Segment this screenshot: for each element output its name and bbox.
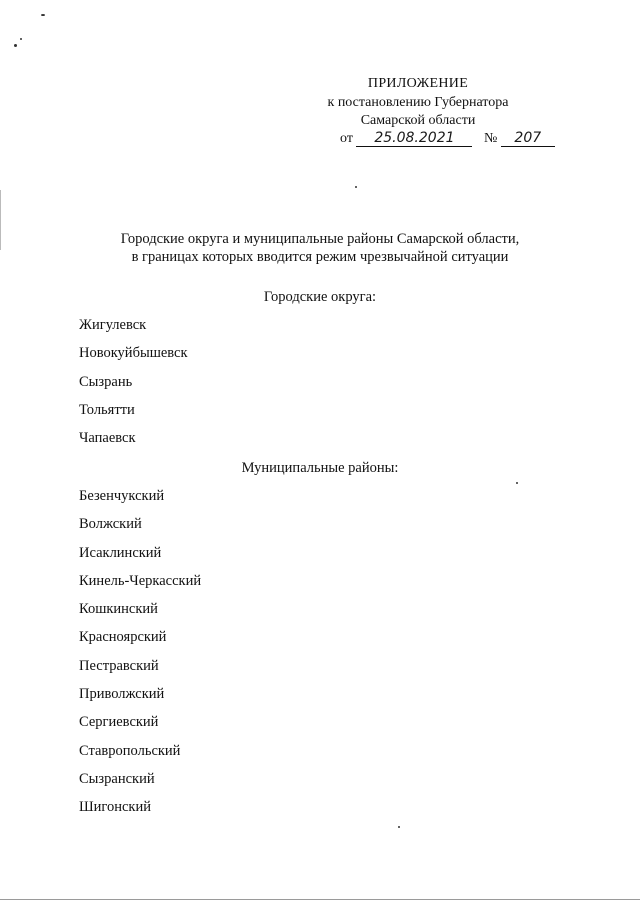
number-prefix: № [483, 131, 498, 146]
appendix-title: ПРИЛОЖЕНИЕ [367, 76, 469, 91]
scan-mark [41, 14, 45, 16]
date-number-row [340, 129, 555, 149]
scan-mark [398, 826, 400, 828]
list-item: Приволжский [79, 686, 165, 703]
city-districts-list [79, 316, 188, 457]
scan-mark [516, 482, 518, 484]
list-item: Безенчукский [79, 488, 165, 504]
municipal-districts-heading: Муниципальные районы: [241, 460, 399, 476]
date-prefix: от [340, 131, 353, 146]
list-item: Сызрань [79, 373, 133, 390]
list-item: Жигулевск [79, 317, 147, 333]
list-item: Исаклинский [79, 544, 162, 561]
list-item: Красноярский [79, 629, 167, 646]
list-item: Кинель-Черкасский [79, 572, 202, 589]
list-item: Шигонский [79, 799, 151, 816]
list-item: Сызранский [79, 770, 155, 787]
list-item: Ставропольский [79, 742, 181, 759]
scan-edge [0, 190, 1, 250]
handwritten-number: 207 [501, 130, 555, 147]
list-item: Кошкинский [79, 601, 158, 618]
list-item: Сергиевский [79, 714, 159, 731]
list-item: Тольятти [79, 401, 135, 418]
list-item: Новокуйбышевск [79, 345, 188, 362]
scan-mark [14, 44, 17, 47]
list-item: Пестравский [79, 657, 159, 674]
scan-mark [355, 186, 357, 188]
list-item: Волжский [79, 516, 142, 533]
document-title-line-2: в границах которых вводится режим чрезвычайной ситуации [131, 249, 509, 265]
city-districts-heading: Городские округа: [263, 289, 377, 305]
appendix-region-line: Самарской области [360, 113, 476, 128]
list-item: Чапаевск [79, 430, 136, 447]
handwritten-date: 25.08.2021 [356, 130, 472, 147]
appendix-reference-line: к постановлению Губернатора [327, 95, 509, 110]
page-bottom-edge [0, 899, 640, 900]
municipal-districts-list [79, 487, 201, 827]
document-title-line-1: Городские округа и муниципальные районы Самарской области, [120, 231, 520, 247]
scan-mark [20, 38, 22, 40]
